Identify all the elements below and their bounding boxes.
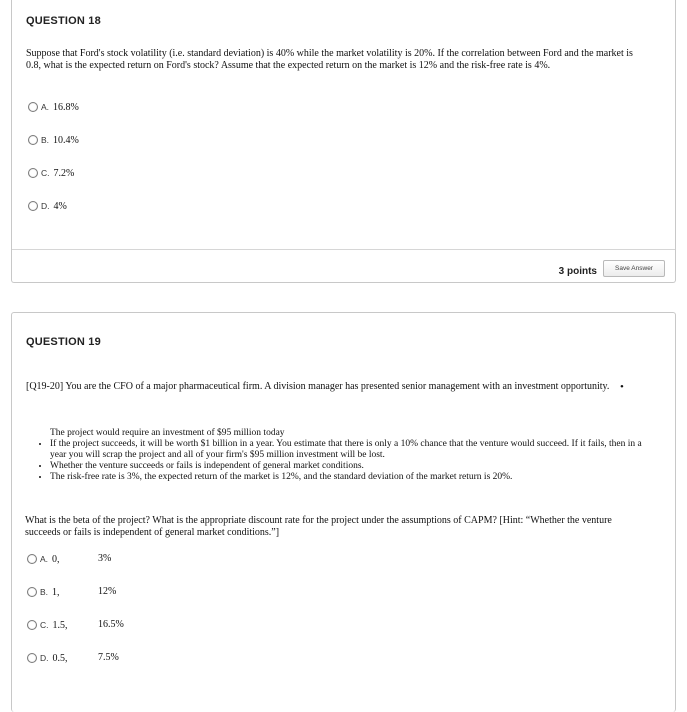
radio-icon[interactable] [28,102,38,112]
option-letter: A. [41,102,50,112]
q19-option-d[interactable] [27,651,119,665]
radio-icon[interactable] [27,620,37,630]
q19-option-b[interactable] [27,585,117,599]
option-value: 1, [52,586,60,598]
option-rate: 16.5% [98,619,124,630]
question-18-card [11,0,676,283]
option-letter: D. [41,201,50,211]
q18-option-a[interactable] [28,100,79,114]
q19-option-c[interactable] [27,618,124,632]
option-value: 10.4% [53,134,79,146]
question-19-header: QUESTION 19 [26,336,101,348]
question-19-text: What is the beta of the project? What is the appropriate discount rate for the project under the assumptions of CAPM? [Hint: “Whether the venture succeeds or fails is independent of general market conditions.”] [25,515,612,538]
option-value: 7.2% [53,167,75,179]
question-19-intro: [Q19-20] You are the CFO of a major pharmaceutical firm. A division manager has presented senior management with an investment opportunity. [26,381,610,392]
option-value: 0.5, [52,652,68,664]
option-rate: 3% [98,553,112,564]
option-letter: B. [40,587,49,597]
save-answer-button[interactable]: Save Answer [603,260,665,277]
option-letter: A. [40,554,49,564]
option-letter: D. [40,653,49,663]
radio-icon[interactable] [28,135,38,145]
option-letter: C. [41,168,50,178]
q18-option-d[interactable] [28,199,67,213]
option-letter: C. [40,620,49,630]
list-item: • Whether the venture succeeds or fails is independent of general market conditions. [50,461,650,472]
option-letter: B. [41,135,50,145]
option-value: 0, [52,553,60,565]
option-rate: 12% [98,586,117,597]
list-item: The project would require an investment of $95 million today [50,428,285,438]
points-label: 3 points [558,266,597,277]
q18-option-b[interactable] [28,133,79,147]
radio-icon[interactable] [27,587,37,597]
radio-icon[interactable] [27,554,37,564]
list-item: • If the project succeeds, it will be worth $1 billion in a year. You estimate that there is only a 10% chance that the venture would succeed. If it fails, then in a year you will scrap the project and all of your firm's $95 million investment will be lost. [50,439,650,461]
radio-icon[interactable] [28,168,38,178]
option-value: 4% [53,200,67,212]
option-rate: 7.5% [98,652,119,663]
radio-icon[interactable] [27,653,37,663]
footer-divider [12,249,675,250]
project-details-list [36,428,650,483]
question-18-text: Suppose that Ford's stock volatility (i.e. standard deviation) is 40% while the market volatility is 20%. If the correlation between Ford and the market is 0.8, what is the expected return on Ford's stock? Assume that the expected return on the market is 12% and the risk-free rate is 4%. [26,48,633,71]
radio-icon[interactable] [28,201,38,211]
question-18-header: QUESTION 18 [26,15,101,27]
q19-option-a[interactable] [27,552,112,566]
option-value: 1.5, [52,619,68,631]
list-item: • The risk-free rate is 3%, the expected return of the market is 12%, and the standard deviation of the market return is 20%. [50,472,650,483]
q18-option-c[interactable] [28,166,74,180]
option-value: 16.8% [53,101,79,113]
trailing-bullet: • [620,381,624,393]
